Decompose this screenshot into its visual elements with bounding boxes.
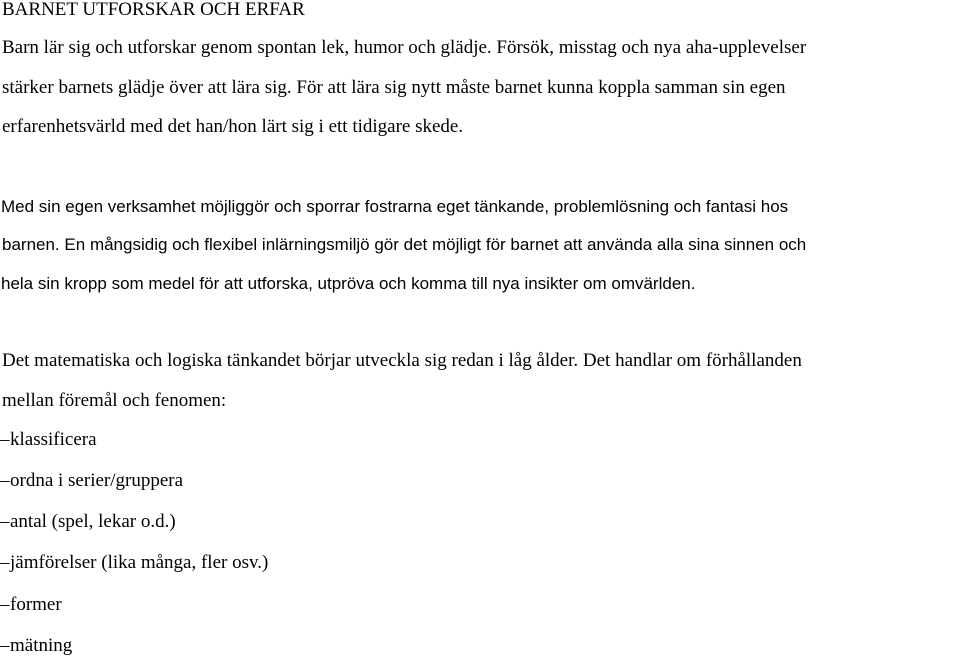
para2-line2-start: barnen. — [2, 235, 60, 254]
para1-line1: Barn lär sig och utforskar genom spontan lek, humor och glädje. Försök, misstag och nya aha-upplevelser — [2, 37, 807, 58]
dash-icon: – — [0, 594, 10, 615]
list-item — [0, 635, 72, 657]
para2-line3: hela sin kropp som medel för att utforska, utpröva och komma till nya insikter om omvärlden. — [1, 274, 696, 293]
dash-icon: – — [0, 635, 10, 656]
dash-icon: – — [0, 511, 10, 532]
para2-line2-rest: En mångsidig och flexibel inlärningsmiljö gör det möjligt för barnet att använda alla sina sinnen och — [64, 235, 807, 254]
para2-line2 — [2, 234, 806, 256]
dash-icon: – — [0, 429, 10, 450]
list-item-label: ordna i serier/gruppera — [10, 470, 184, 491]
list-item-label: mätning — [10, 635, 73, 656]
dash-icon: – — [0, 470, 10, 491]
list-item — [0, 429, 97, 451]
para1-line2: stärker barnets glädje över att lära sig. För att lära sig nytt måste barnet kunna koppla samman sin egen — [2, 77, 786, 98]
list-item-label: antal (spel, lekar o.d.) — [10, 511, 176, 532]
dash-icon: – — [0, 552, 10, 573]
para1-line3: erfarenhetsvärld med det han/hon lärt sig i ett tidigare skede. — [2, 116, 464, 137]
para3-line2: mellan föremål och fenomen: — [2, 390, 227, 411]
para2-line1: Med sin egen verksamhet möjliggör och sporrar fostrarna eget tänkande, problemlösning och fantasi hos — [1, 197, 789, 216]
heading: BARNET UTFORSKAR OCH ERFAR — [2, 0, 305, 20]
list-item — [0, 552, 268, 574]
list-item-label: klassificera — [10, 429, 97, 450]
list-item-label: jämförelser (lika många, fler osv.) — [10, 552, 269, 573]
list-item-label: former — [10, 594, 62, 615]
list-item — [0, 594, 62, 616]
list-item — [0, 470, 183, 492]
para3-line1: Det matematiska och logiska tänkandet börjar utveckla sig redan i låg ålder. Det handlar om förhållanden — [2, 350, 802, 371]
list-item — [0, 511, 176, 533]
